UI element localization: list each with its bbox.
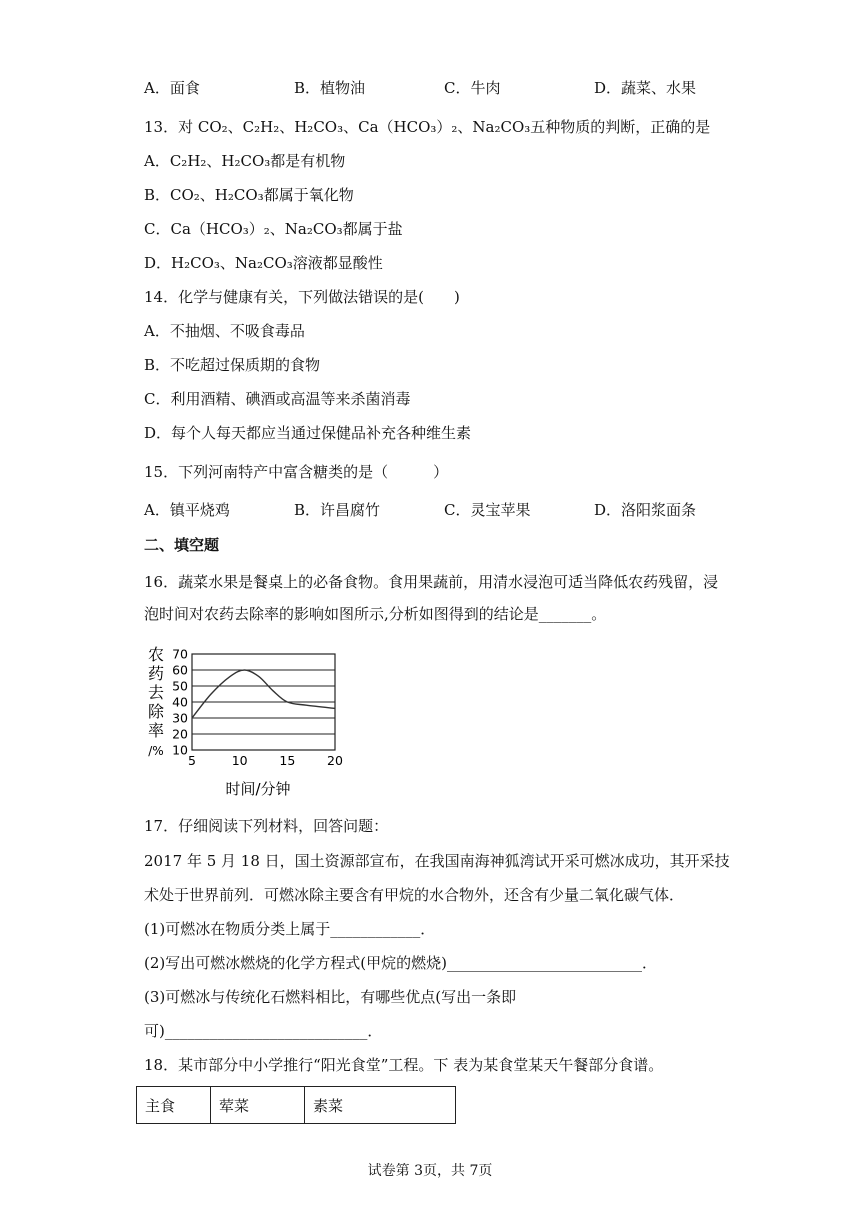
chart-x-tick-label: 15 (279, 753, 296, 768)
q14-option-b: B．不吃超过保质期的食物 (144, 356, 321, 374)
chart-series-line (192, 670, 335, 718)
chart-ylabel-char: 药 (147, 664, 165, 683)
pesticide-removal-chart (140, 642, 370, 802)
table-header-meat: 荤菜 (211, 1087, 305, 1124)
q12-option-b: B．植物油 (294, 79, 366, 97)
chart-y-tick-label: 40 (172, 694, 188, 710)
chart-xlabel: 时间/分钟 (225, 780, 291, 798)
chart-ylabel-char: /% (148, 744, 164, 758)
q15-option-c: C．灵宝苹果 (444, 501, 531, 519)
q17-sub3a: (3)可燃冰与传统化石燃料相比，有哪些优点(写出一条即 (144, 988, 517, 1006)
q17-sub2: (2)写出可燃冰燃烧的化学方程式(甲烷的燃烧)__________________________． (144, 954, 657, 972)
q14-option-c: C．利用酒精、碘酒或高温等来杀菌消毒 (144, 390, 411, 408)
q14-option-d: D．每个人每天都应当通过保健品补充各种维生素 (144, 424, 472, 442)
q15-option-a: A．镇平烧鸡 (144, 501, 230, 519)
q16-line1: 16．蔬菜水果是餐桌上的必备食物。食用果蔬前，用清水浸泡可适当降低农药残留，浸 (144, 573, 719, 591)
chart-x-tick-label: 10 (231, 753, 248, 768)
chart-x-tick-label: 5 (188, 753, 196, 768)
q12-option-d: D．蔬菜、水果 (594, 79, 697, 97)
q15-stem: 15．下列河南特产中富含糖类的是（ ） (144, 463, 449, 481)
chart-y-tick-label: 70 (172, 646, 188, 662)
table-header-veg: 素菜 (305, 1087, 456, 1124)
q18-stem: 18．某市部分中小学推行“阳光食堂”工程。下 表为某食堂某天午餐部分食谱。 (144, 1056, 664, 1074)
chart-y-ticks (172, 647, 188, 758)
menu-table (136, 1086, 456, 1124)
q17-para1: 2017 年 5 月 18 日，国土资源部宣布，在我国南海神狐湾试开采可燃冰成功，其开采技 (144, 852, 730, 870)
q12-option-c: C．牛肉 (444, 79, 501, 97)
q13-option-a: A．C₂H₂、H₂CO₃都是有机物 (144, 152, 346, 170)
chart-y-tick-label: 20 (172, 726, 188, 742)
q12-option-a: A．面食 (144, 79, 200, 97)
section-title: 二、填空题 (144, 536, 220, 554)
q17-sub3b: 可)___________________________． (144, 1022, 383, 1040)
q13-stem: 13．对 CO₂、C₂H₂、H₂CO₃、Ca（HCO₃）₂、Na₂CO₃五种物质的判断，正确的是 (144, 118, 711, 136)
chart-ylabel (148, 645, 165, 758)
q17-stem: 17．仔细阅读下列材料，回答问题： (144, 817, 389, 835)
q13-option-b: B．CO₂、H₂CO₃都属于氧化物 (144, 186, 354, 204)
chart-y-tick-label: 30 (172, 710, 188, 726)
chart-grid (192, 654, 335, 750)
q13-option-c: C．Ca（HCO₃）₂、Na₂CO₃都属于盐 (144, 220, 403, 238)
chart-y-tick-label: 50 (172, 678, 188, 694)
chart-x-tick-label: 20 (327, 753, 343, 768)
page-footer: 试卷第 3页，共 7页 (367, 1163, 493, 1179)
chart-y-tick-label: 60 (172, 662, 188, 678)
q14-option-a: A．不抽烟、不吸食毒品 (144, 322, 305, 340)
q13-option-d: D．H₂CO₃、Na₂CO₃溶液都显酸性 (144, 254, 383, 272)
chart-series (192, 670, 335, 718)
q14-stem: 14．化学与健康有关，下列做法错误的是( ) (144, 288, 460, 306)
chart-ylabel-char: 除 (147, 702, 165, 721)
table-header-staple: 主食 (137, 1087, 211, 1124)
chart-ylabel-char: 率 (147, 721, 165, 740)
q16-line2: 泡时间对农药去除率的影响如图所示,分析如图得到的结论是_______。 (144, 605, 607, 623)
table-row (137, 1087, 456, 1124)
q17-para2: 术处于世界前列．可燃冰除主要含有甲烷的水合物外，还含有少量二氧化碳气体． (144, 886, 685, 904)
chart-y-tick-label: 10 (172, 742, 188, 758)
q15-option-d: D．洛阳浆面条 (594, 501, 697, 519)
chart-ylabel-char: 农 (147, 645, 165, 664)
chart-ylabel-char: 去 (147, 683, 165, 702)
q17-sub1: (1)可燃冰在物质分类上属于____________． (144, 920, 436, 938)
q15-option-b: B．许昌腐竹 (294, 501, 381, 519)
chart-x-ticks (188, 753, 343, 768)
